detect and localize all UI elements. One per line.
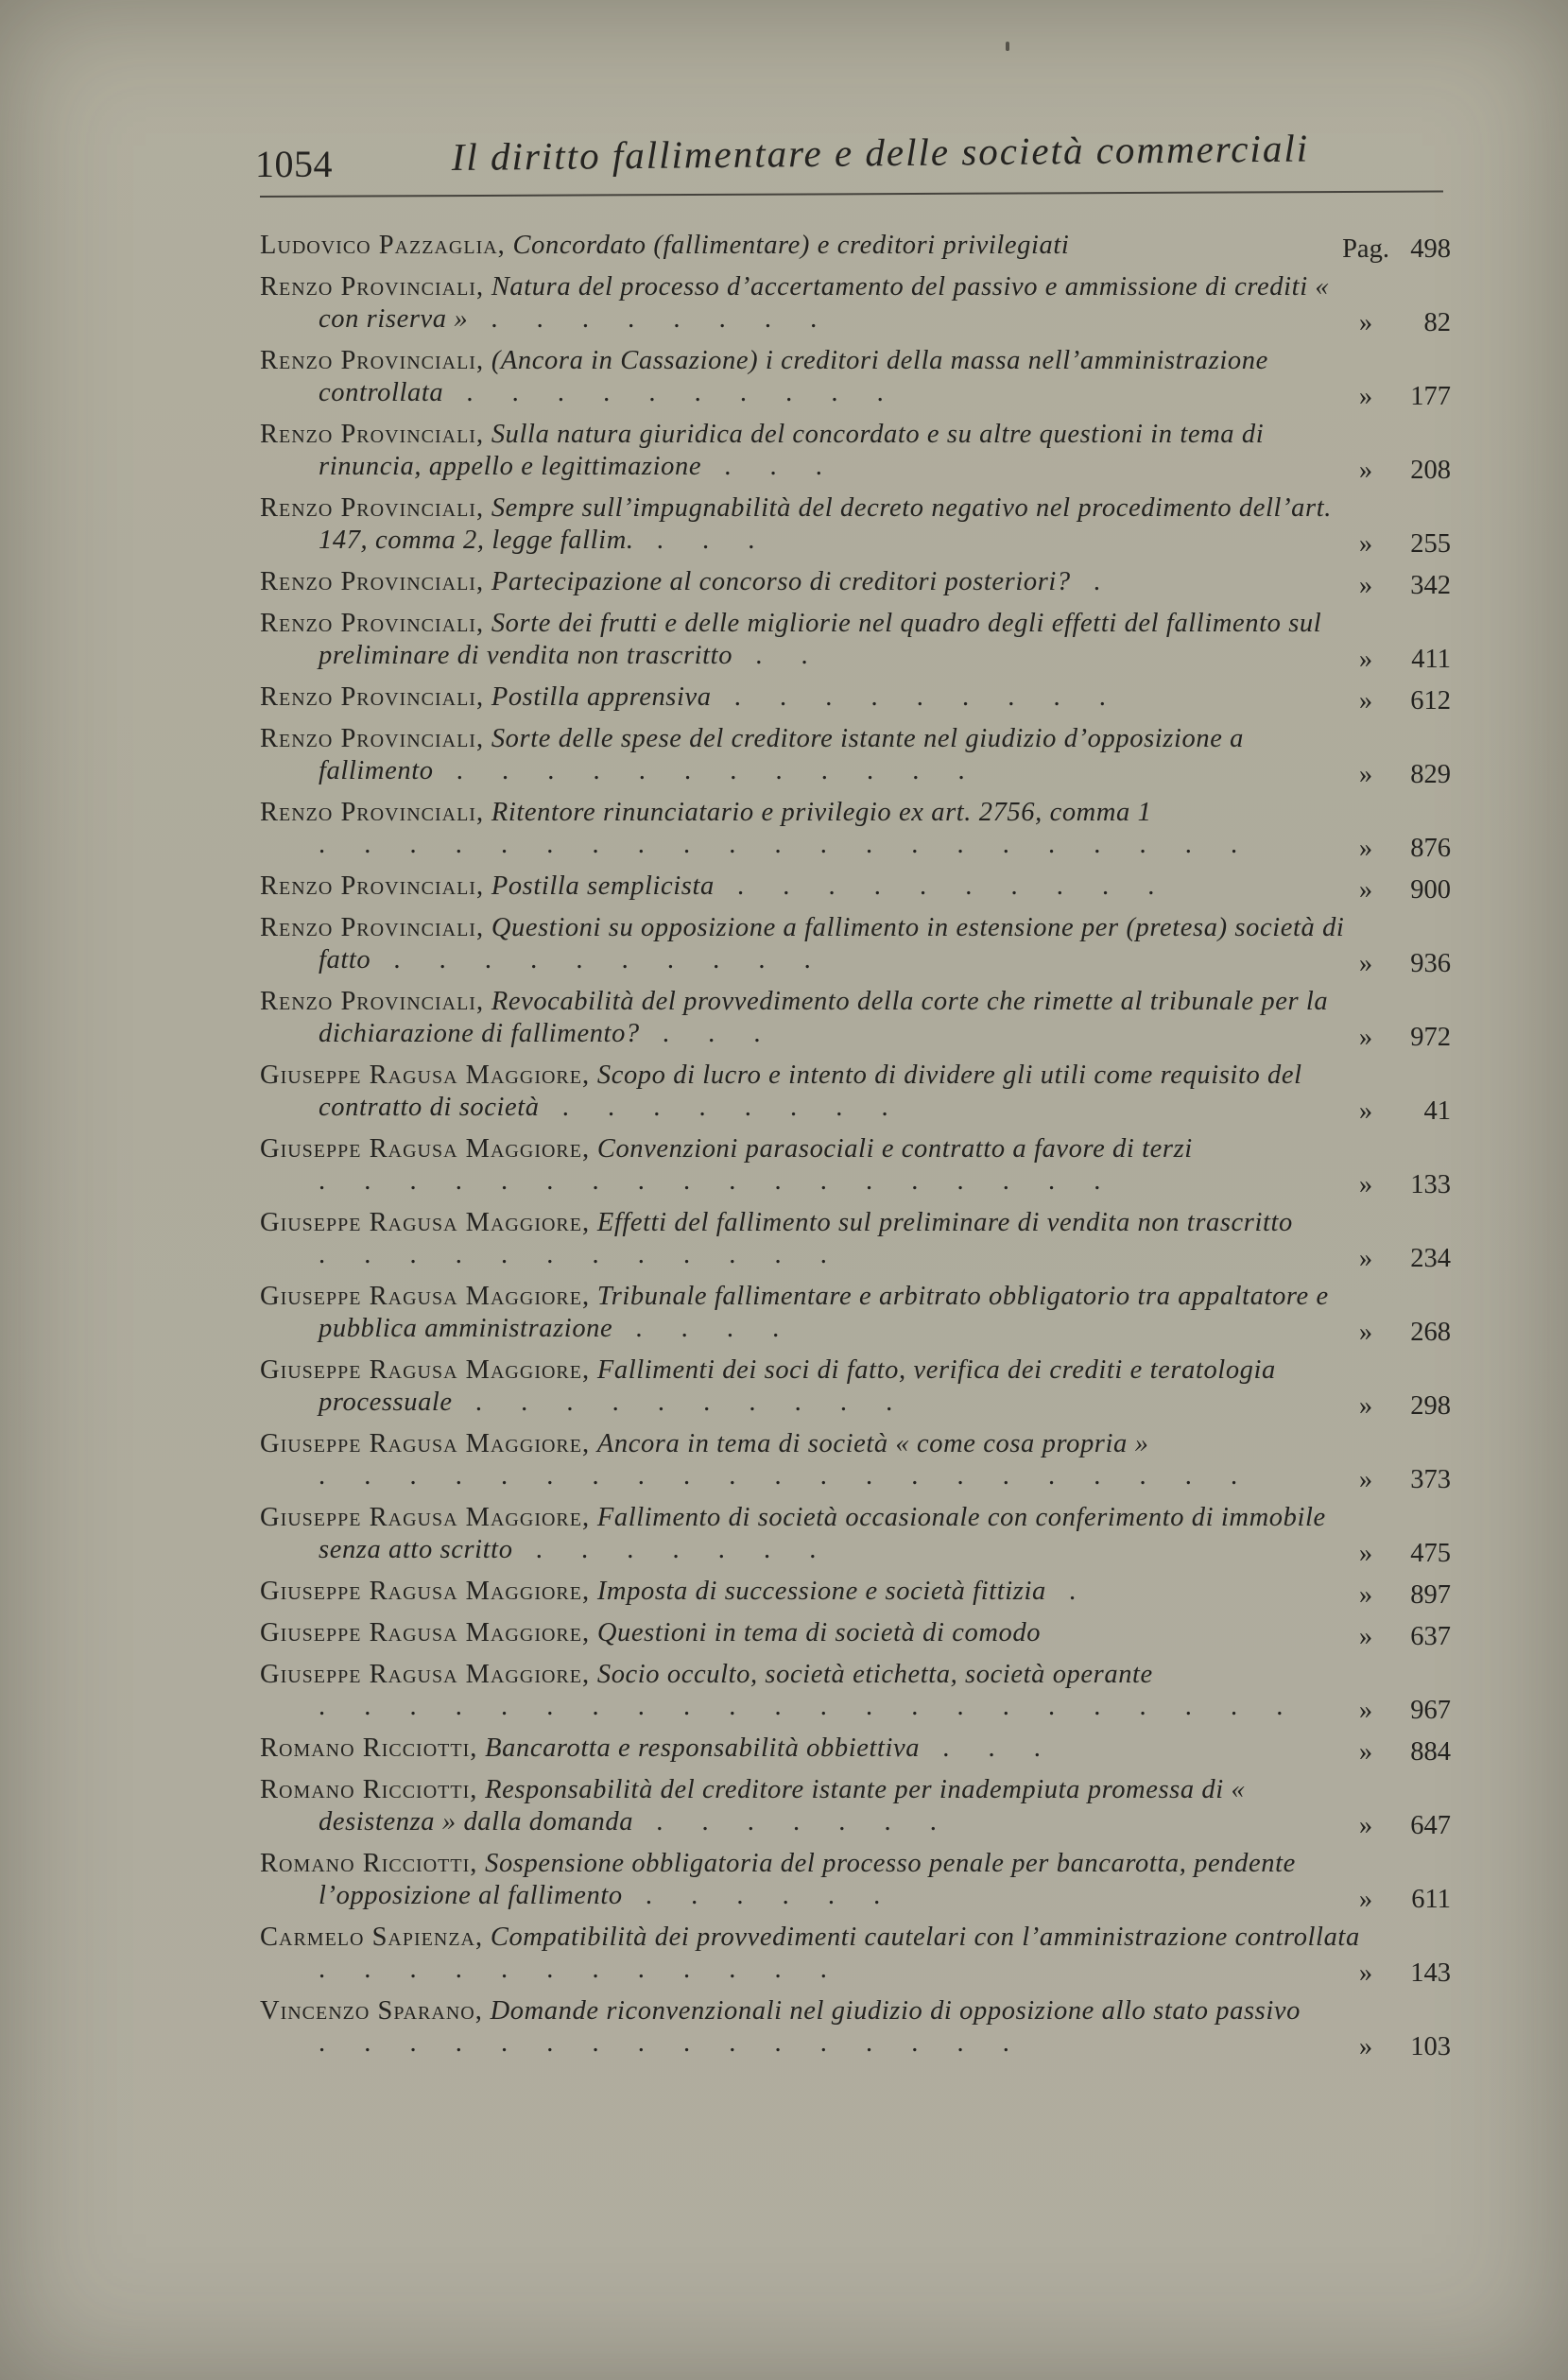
entry-text [260, 608, 1363, 672]
page-ref-label: » [1358, 686, 1373, 716]
entry-author: Giuseppe Ragusa Maggiore, [260, 1503, 591, 1532]
entry-title: Questioni su opposizione a fallimento in estensione per (pretesa) società di fatto [319, 913, 1345, 974]
page-ref-label: » [1358, 949, 1373, 978]
paper-speck [1006, 42, 1009, 51]
entry-author: Renzo Provinciali, [260, 272, 485, 302]
entry-author: Giuseppe Ragusa Maggiore, [260, 1618, 591, 1647]
page-ref-label: » [1358, 1622, 1373, 1651]
entry-author: Renzo Provinciali, [260, 913, 485, 942]
running-title: Il diritto fallimentare e delle società commerciali [451, 126, 1310, 180]
page-reference [1309, 1579, 1451, 1612]
entry-text [260, 1733, 1363, 1765]
page-reference [1309, 1464, 1451, 1496]
page-ref-number: 342 [1410, 571, 1451, 600]
entry-title: Convenzioni parasociali e contratto a favore di terzi [596, 1134, 1193, 1164]
index-entry [260, 1848, 1451, 1912]
page-ref-label: » [1358, 1244, 1373, 1273]
entry-text [260, 1617, 1363, 1649]
entry-author: Renzo Provinciali, [260, 420, 485, 449]
entry-author: Renzo Provinciali, [260, 871, 485, 901]
entry-text [260, 566, 1363, 598]
page-reference [1309, 874, 1451, 906]
dot-leader: . . . [633, 526, 771, 555]
entry-author: Romano Ricciotti, [260, 1775, 478, 1804]
index-entry [260, 986, 1451, 1050]
dot-leader: . . . . . . . [512, 1535, 833, 1564]
entry-text [260, 1281, 1363, 1345]
index-entry [260, 1659, 1451, 1723]
page-ref-label: » [1358, 834, 1373, 863]
entry-text [260, 1995, 1363, 2060]
page-ref-label: » [1358, 1958, 1373, 1988]
entry-author: Renzo Provinciali, [260, 609, 485, 638]
index-entry [260, 1617, 1451, 1649]
entry-title: Compatibilità dei provvedimenti cautelari con l’amministrazione controllata [490, 1923, 1360, 1952]
entry-author: Renzo Provinciali, [260, 567, 485, 596]
entry-text [260, 271, 1363, 336]
page-reference [1309, 1695, 1451, 1727]
page-ref-number: 900 [1410, 875, 1451, 905]
index-entry [260, 1576, 1451, 1608]
page-ref-number: 884 [1410, 1737, 1451, 1767]
page-ref-number: 612 [1410, 686, 1451, 716]
page-ref-label: » [1358, 382, 1373, 411]
page-ref-number: 936 [1410, 949, 1451, 978]
entry-text [260, 1354, 1363, 1419]
page-ref-label: » [1358, 1318, 1373, 1347]
dot-leader: . . . . . . [622, 1881, 897, 1910]
entry-author: Romano Ricciotti, [260, 1733, 478, 1763]
index-entry [260, 1354, 1451, 1419]
page-ref-label: » [1358, 1391, 1373, 1421]
dot-leader: . [1070, 567, 1117, 596]
entry-text [260, 986, 1363, 1050]
entry-author: Vincenzo Sparano, [260, 1996, 483, 2026]
index-entry [260, 1733, 1451, 1765]
index-entry [260, 1995, 1451, 2060]
entry-text [260, 1774, 1363, 1838]
entry-title: Ritentore rinunciatario e privilegio ex art. 2756, comma 1 [491, 798, 1152, 827]
entry-title: Postilla apprensiva [491, 682, 712, 712]
page-number: 1054 [255, 143, 333, 185]
dot-leader: . . . . . . . . . . . . [319, 1240, 843, 1269]
page-reference [1309, 455, 1451, 487]
entry-text [260, 230, 1363, 262]
entry-title: Questioni in tema di società di comodo [596, 1618, 1042, 1647]
page-reference [1309, 2031, 1451, 2063]
page-ref-label: » [1358, 1737, 1373, 1767]
dot-leader: . . . . . . . . . . . . . . . . . . . . . [319, 1461, 1254, 1491]
index-entry [260, 1922, 1451, 1986]
page-reference [1309, 528, 1451, 561]
entry-text [260, 1428, 1363, 1492]
index-entry [260, 1428, 1451, 1492]
entry-text [260, 1659, 1363, 1723]
index-entry [260, 608, 1451, 672]
index-entry [260, 419, 1451, 483]
dot-leader: . . . . . . . . . . [370, 945, 827, 974]
entry-author: Giuseppe Ragusa Maggiore, [260, 1134, 591, 1164]
entry-text [260, 492, 1363, 557]
entry-title: Sempre sull’impugnabilità del decreto negativo nel procedimento dell’art. 147, comma 2, legge fallim. [319, 493, 1332, 555]
entry-author: Giuseppe Ragusa Maggiore, [260, 1208, 591, 1237]
page-ref-label: » [1358, 645, 1373, 674]
entry-text [260, 345, 1363, 409]
entry-author: Renzo Provinciali, [260, 493, 485, 523]
page-reference [1309, 1621, 1451, 1653]
entry-title: Imposta di successione e società fittizia [596, 1577, 1046, 1606]
page-ref-number: 133 [1410, 1170, 1451, 1199]
page-ref-label: » [1358, 760, 1373, 789]
page-reference [1309, 833, 1451, 865]
entry-author: Renzo Provinciali, [260, 682, 485, 712]
page-reference [1309, 570, 1451, 602]
dot-leader: . . . . . . . . . . [714, 871, 1171, 901]
entry-title: Domande riconvenzionali nel giudizio di opposizione allo stato passivo [490, 1996, 1301, 2026]
page-ref-label: » [1358, 456, 1373, 485]
page-ref-label: » [1358, 571, 1373, 600]
dot-leader: . . . . . . . . . [711, 682, 1122, 712]
entry-title: Fallimento di società occasionale con conferimento di immobile senza atto scritto [319, 1503, 1326, 1564]
page-ref-number: 411 [1411, 645, 1451, 674]
entry-author: Renzo Provinciali, [260, 798, 485, 827]
page-ref-label: » [1358, 1811, 1373, 1840]
page-reference [1309, 759, 1451, 791]
page-ref-number: 611 [1411, 1885, 1451, 1914]
dot-leader: . . [732, 641, 824, 670]
page-ref-label: » [1358, 1465, 1373, 1494]
index-entry [260, 1133, 1451, 1198]
dot-leader: . . . . . . . . . . [443, 378, 900, 407]
index-entry [260, 230, 1451, 262]
entry-author: Carmelo Sapienza, [260, 1923, 484, 1952]
dot-leader: . . . [701, 452, 838, 481]
page-ref-label: » [1358, 875, 1373, 905]
page-ref-label: » [1358, 1885, 1373, 1914]
entry-title: Partecipazione al concorso di creditori posteriori? [491, 567, 1071, 596]
page-ref-number: 967 [1410, 1696, 1451, 1725]
entry-title: Sorte delle spese del creditore istante nel giudizio d’opposizione a fallimento [319, 724, 1245, 785]
entry-title: Scopo di lucro e intento di dividere gli utili come requisito del contratto di società [319, 1061, 1302, 1122]
page-ref-label: » [1358, 2032, 1373, 2061]
index-entry [260, 681, 1451, 714]
page-header [255, 126, 1446, 198]
entry-text [260, 912, 1363, 976]
page-ref-number: 103 [1410, 2032, 1451, 2061]
dot-leader: . . . . . . . . . . . . [319, 1955, 843, 1984]
page-ref-number: 876 [1410, 834, 1451, 863]
entry-author: Renzo Provinciali, [260, 987, 485, 1016]
index-entry [260, 1502, 1451, 1566]
page-ref-number: 41 [1423, 1096, 1451, 1126]
page-reference [1309, 1095, 1451, 1128]
entry-title: Responsabilità del creditore istante per inadempiuta promessa di « desistenza » dalla domanda [319, 1775, 1246, 1837]
page-ref-number: 475 [1410, 1539, 1451, 1568]
page-ref-number: 177 [1410, 382, 1451, 411]
page-reference [1309, 1884, 1451, 1916]
page-ref-number: 829 [1410, 760, 1451, 789]
entry-title: Socio occulto, società etichetta, società operante [596, 1660, 1153, 1689]
page-ref-label: » [1358, 1580, 1373, 1610]
dot-leader: . [1045, 1577, 1093, 1606]
index-entry [260, 723, 1451, 787]
entry-author: Renzo Provinciali, [260, 724, 485, 753]
entry-title: (Ancora in Cassazione) i creditori della massa nell’amministrazione controllata [319, 346, 1268, 407]
page-ref-label: » [1358, 1170, 1373, 1199]
dot-leader: . . . . . . . . [468, 304, 834, 334]
page-reference [1309, 1538, 1451, 1570]
dot-leader: . . . . . . . . . . [452, 1388, 909, 1417]
entry-title: Sorte dei frutti e delle migliorie nel quadro degli effetti del fallimento sul preliminare di vendita non trascritto [319, 609, 1322, 670]
page-ref-number: 298 [1410, 1391, 1451, 1421]
entry-title: Sospensione obbligatoria del processo penale per bancarotta, pendente l’opposizione al fallimento [319, 1849, 1296, 1910]
entry-text [260, 1133, 1363, 1198]
page-ref-number: 373 [1410, 1465, 1451, 1494]
entry-text [260, 1207, 1363, 1271]
index-entry [260, 566, 1451, 598]
dot-leader: . . . . . . . . . . . . [433, 756, 981, 785]
page-reference [1309, 233, 1451, 266]
page-ref-label: » [1358, 1539, 1373, 1568]
entry-author: Giuseppe Ragusa Maggiore, [260, 1355, 591, 1385]
page-ref-label: Pag. [1342, 234, 1389, 264]
dot-leader: . . . . . . . [633, 1807, 953, 1837]
index-entry [260, 1060, 1451, 1124]
page-reference [1309, 307, 1451, 339]
entry-author: Ludovico Pazzaglia, [260, 231, 506, 260]
index-entry [260, 492, 1451, 557]
page-ref-number: 82 [1423, 308, 1451, 337]
entry-author: Renzo Provinciali, [260, 346, 485, 375]
entry-author: Giuseppe Ragusa Maggiore, [260, 1660, 591, 1689]
page-reference [1309, 1169, 1451, 1201]
entry-author: Giuseppe Ragusa Maggiore, [260, 1282, 591, 1311]
dot-leader: . . . . . . . . . . . . . . . . . . . . . [319, 830, 1254, 859]
entry-title: Revocabilità del provvedimento della corte che rimette al tribunale per la dichiarazione di fallimento? [319, 987, 1329, 1048]
index-list [260, 230, 1451, 2069]
entry-text [260, 1502, 1363, 1566]
page-ref-number: 498 [1410, 234, 1451, 264]
entry-text [260, 1922, 1363, 1986]
entry-text [260, 1848, 1363, 1912]
page-reference [1309, 1810, 1451, 1842]
page-ref-label: » [1358, 308, 1373, 337]
index-entry [260, 1207, 1451, 1271]
index-entry [260, 912, 1451, 976]
page-ref-number: 972 [1410, 1023, 1451, 1052]
page-ref-number: 234 [1410, 1244, 1451, 1273]
entry-title: Postilla semplicista [491, 871, 715, 901]
page-ref-number: 897 [1410, 1580, 1451, 1610]
entry-title: Ancora in tema di società « come cosa propria » [596, 1429, 1149, 1458]
page-reference [1309, 948, 1451, 980]
entry-title: Effetti del fallimento sul preliminare di vendita non trascritto [596, 1208, 1293, 1237]
entry-title: Tribunale fallimentare e arbitrato obbligatorio tra appaltatore e pubblica amministrazione [319, 1282, 1329, 1343]
dot-leader: . . . [920, 1733, 1057, 1763]
page-ref-number: 255 [1410, 529, 1451, 559]
index-entry [260, 871, 1451, 903]
page-reference [1309, 1736, 1451, 1768]
page-reference [1309, 381, 1451, 413]
page-ref-label: » [1358, 1023, 1373, 1052]
entry-title: Natura del processo d’accertamento del passivo e ammissione di crediti « con riserva » [319, 272, 1330, 334]
dot-leader: . . . . . . . . . . . . . . . . . . . . . . [319, 1692, 1300, 1721]
page-reference [1309, 1390, 1451, 1423]
page-reference [1309, 685, 1451, 717]
page-reference [1309, 1317, 1451, 1349]
entry-author: Giuseppe Ragusa Maggiore, [260, 1061, 591, 1090]
index-entry [260, 1281, 1451, 1345]
entry-title: Fallimenti dei soci di fatto, verifica dei crediti e teratologia processuale [319, 1355, 1276, 1417]
index-entry [260, 1774, 1451, 1838]
page-ref-number: 647 [1410, 1811, 1451, 1840]
page-ref-number: 637 [1410, 1622, 1451, 1651]
entry-author: Giuseppe Ragusa Maggiore, [260, 1577, 591, 1606]
page-reference [1309, 1243, 1451, 1275]
page-reference [1309, 1957, 1451, 1990]
index-entry [260, 797, 1451, 861]
entry-text [260, 681, 1363, 714]
page-ref-number: 208 [1410, 456, 1451, 485]
entry-text [260, 1576, 1363, 1608]
page-ref-label: » [1358, 529, 1373, 559]
entry-text [260, 723, 1363, 787]
entry-title: Concordato (fallimentare) e creditori privilegiati [512, 231, 1070, 260]
page-ref-label: » [1358, 1096, 1373, 1126]
dot-leader: . . . [639, 1019, 777, 1048]
entry-text [260, 797, 1363, 861]
dot-leader: . . . . [612, 1314, 796, 1343]
page-ref-number: 268 [1410, 1318, 1451, 1347]
entry-title: Bancarotta e responsabilità obbiettiva [485, 1733, 921, 1763]
entry-author: Romano Ricciotti, [260, 1849, 478, 1878]
dot-leader: . . . . . . . . [539, 1093, 905, 1122]
entry-text [260, 871, 1363, 903]
dot-leader: . . . . . . . . . . . . . . . . . . [319, 1166, 1117, 1196]
page-reference [1309, 1022, 1451, 1054]
page-ref-number: 143 [1410, 1958, 1451, 1988]
entry-author: Giuseppe Ragusa Maggiore, [260, 1429, 591, 1458]
entry-text [260, 1060, 1363, 1124]
entry-text [260, 419, 1363, 483]
page-reference [1309, 644, 1451, 676]
page-ref-label: » [1358, 1696, 1373, 1725]
entry-title: Sulla natura giuridica del concordato e su altre questioni in tema di rinuncia, appello e legittimazione [319, 420, 1265, 481]
index-entry [260, 271, 1451, 336]
dot-leader: . . . . . . . . . . . . . . . . [319, 2028, 1025, 2058]
index-entry [260, 345, 1451, 409]
